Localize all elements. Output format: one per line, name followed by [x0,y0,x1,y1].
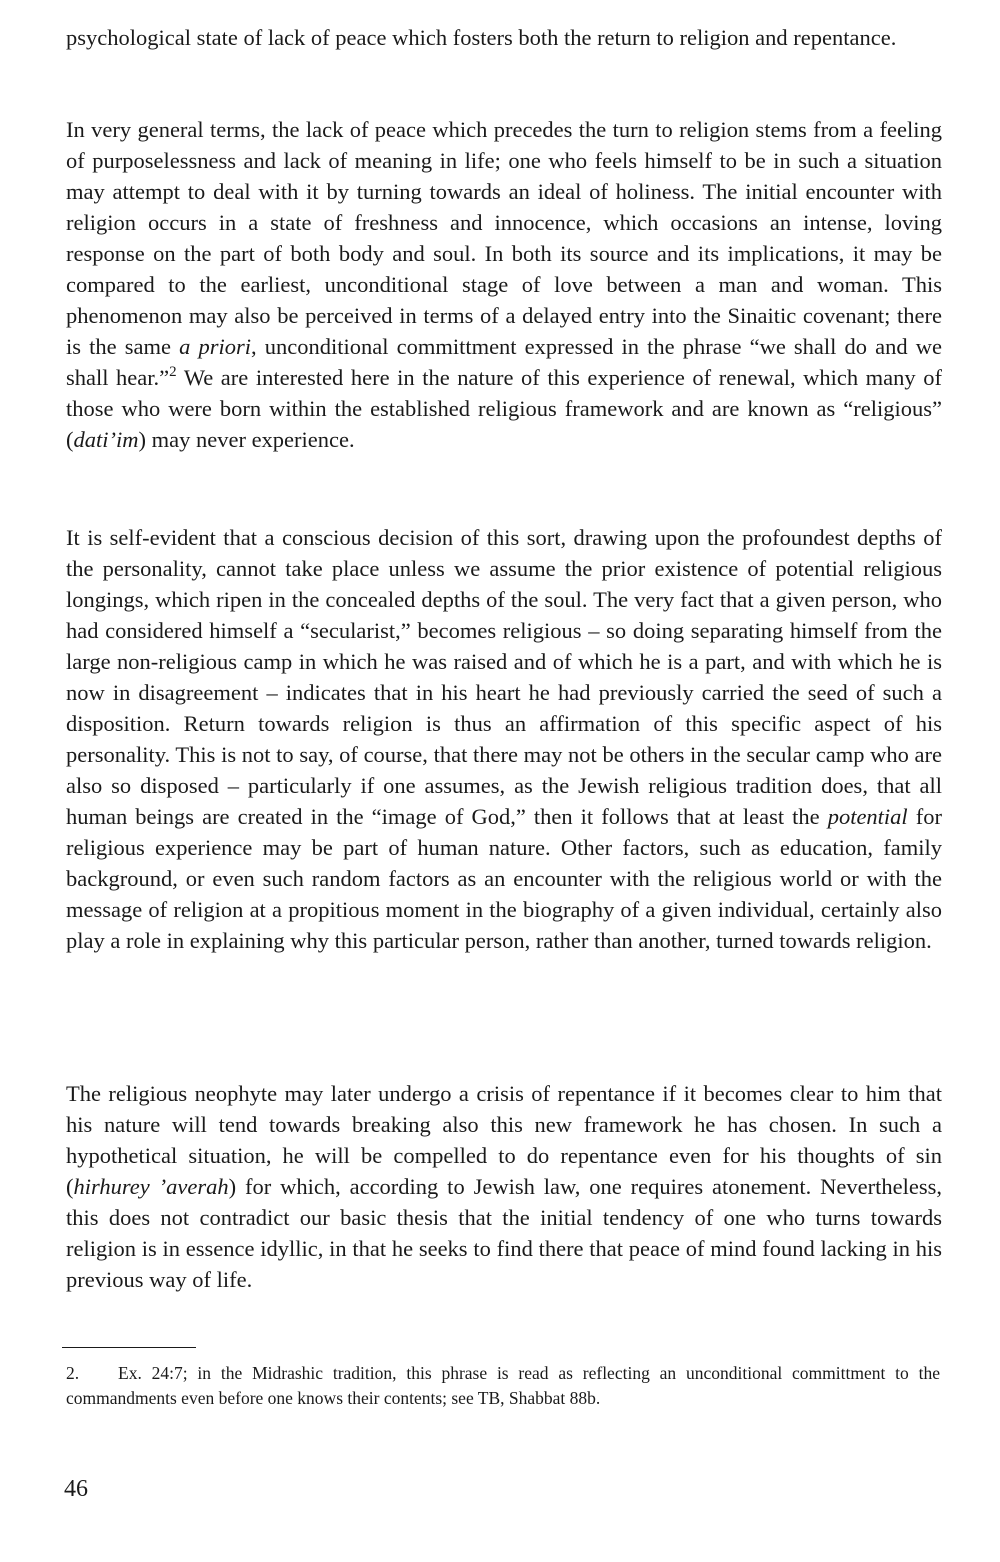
italic-text: hirhurey ’averah [73,1174,229,1199]
footnote-separator [62,1347,196,1348]
text-segment: It is self-evident that a conscious decision of this sort, drawing upon the profoundest depths of the personality, cannot take place unless we assume the prior existence of potential religious longings, which ripen in the concealed depths of the soul. The very fact that a given person, who had considered himself a “secularist,” becomes religious – so doing separating himself from the large non-religious camp in which he was raised and of which he is a part, and with which he is now in disagreement – indicates that in his heart he had previously carried the seed of such a disposition. Return towards religion is thus an affirmation of this specific aspect of his personality. This is not to say, of course, that there may not be others in the secular camp who are also so disposed – particularly if one assumes, as the Jewish religious tradition does, that all human beings are created in the “image of God,” then it follows that at least the [66,525,942,829]
footnote [66,1361,940,1410]
paragraph [66,1078,942,1295]
text-segment: In very general terms, the lack of peace which precedes the turn to religion stems from a feeling of purposelessness and lack of meaning in life; one who feels himself to be in such a situation may attempt to deal with it by turning towards an ideal of holiness. The initial encounter with religion occurs in a state of freshness and innocence, which occasions an intense, loving response on the part of both body and soul. In both its source and its implications, it may be compared to the earliest, unconditional stage of love between a man and woman. This phenomenon may also be perceived in terms of a delayed entry into the Sinaitic covenant; there is the same [66,117,942,359]
text-segment: We are interested here in the nature of this experience of renewal, which many of those who were born within the established religious framework and are known as “religious” ( [66,365,942,452]
italic-text: a priori [179,334,251,359]
italic-text: dati’im [73,427,139,452]
text-segment: psychological state of lack of peace which fosters both the return to religion and repentance. [66,25,897,50]
text-segment: , unconditional committment expressed in the phrase “we shall do and we shall hear.” [66,334,943,390]
text-segment: ) for which, according to Jewish law, one requires atonement. Nevertheless, this does not contradict our basic thesis that the initial tendency of one who turns towards religion is in essence idyllic, in that he seeks to find there that peace of mind found lacking in his previous way of life. [66,1174,943,1292]
paragraph [66,522,942,956]
paragraph [66,22,942,53]
footnote-text: Ex. 24:7; in the Midrashic tradition, this phrase is read as reflecting an unconditional committment to the commandments even before one knows their contents; see TB, Shabbat 88b. [66,1363,940,1408]
footnote-reference: 2 [169,364,177,380]
text-segment: for religious experience may be part of human nature. Other factors, such as education, family background, or even such random factors as an encounter with the religious world or with the message of religion at a propitious moment in the biography of a given individual, certainly also play a role in explaining why this particular person, rather than another, turned towards religion. [66,804,942,953]
text-segment: The religious neophyte may later undergo a crisis of repentance if it becomes clear to him that his nature will tend towards breaking also this new framework he has chosen. In such a hypothetical situation, he will be compelled to do repentance even for his thoughts of sin ( [66,1081,942,1199]
text-segment: ) may never experience. [138,427,355,452]
paragraph [66,114,942,455]
footnote-number: 2. [66,1363,80,1383]
page-number: 46 [64,1476,88,1502]
italic-text: potential [827,804,908,829]
